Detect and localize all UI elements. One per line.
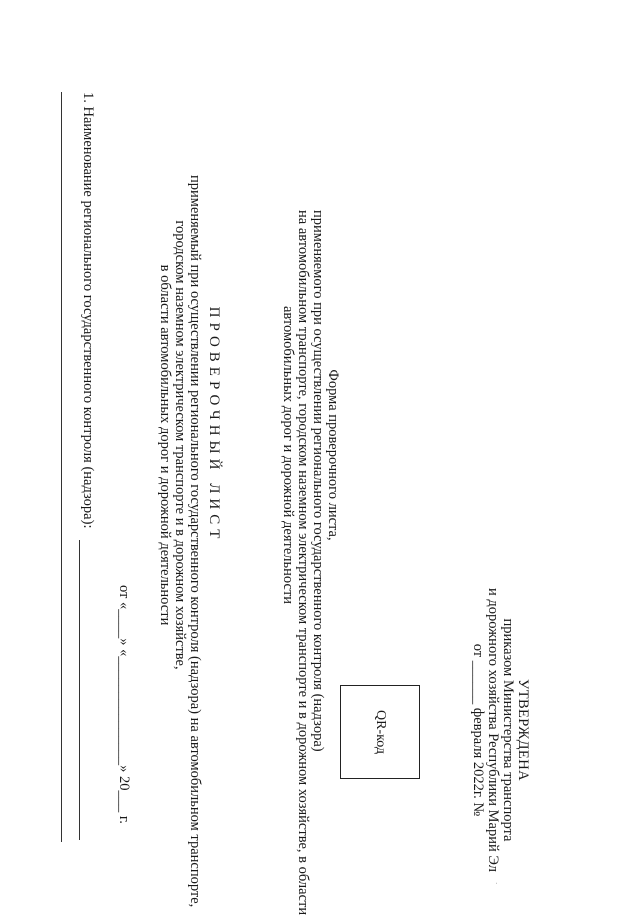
- checklist-date-field: от «____» «_______________» 20___ г.: [116, 585, 132, 824]
- approval-date-line: от ______ февраля 2022г. №: [470, 643, 486, 817]
- approval-line: приказом Министерства транспорта: [500, 618, 516, 842]
- checklist-subtitle-line: городском наземном электрическом транспорте и в дорожном хозяйстве,: [172, 220, 188, 670]
- checklist-subtitle: [157, 175, 203, 908]
- form-caption-line: на автомобильном транспорте, городском наземном электрическом транспорте и в дорожном хозяйстве, в области: [295, 210, 311, 915]
- qr-code-label: QR-код: [373, 710, 388, 754]
- item-1-fill-line-2: [61, 92, 62, 842]
- scan-speck: ·: [492, 882, 500, 885]
- checklist-title: ПРОВЕРОЧНЫЙ ЛИСТ: [206, 306, 222, 544]
- checklist-subtitle-line: в области автомобильных дорог и дорожной деятельности: [157, 264, 173, 626]
- approval-heading: УТВЕРЖДЕНА: [515, 679, 531, 781]
- approval-block: [470, 565, 530, 895]
- form-caption: [280, 210, 341, 915]
- approval-line: и дорожного хозяйства Республики Марий Эл: [485, 588, 501, 872]
- form-caption-line: применяемого при осуществлении регионального государственного контроля (надзора): [310, 210, 326, 752]
- checklist-subtitle-line: применяемый при осуществлении регионального государственного контроля (надзора) на автомобильном транспорте,: [187, 175, 203, 908]
- form-caption-line: Форма проверочного листа,: [325, 369, 341, 541]
- item-1-label: 1. Наименование регионального государственного контроля (надзора):: [80, 92, 96, 529]
- form-caption-line: автомобильных дорог и дорожной деятельности: [280, 305, 296, 605]
- qr-code-placeholder: [340, 685, 420, 779]
- item-1-fill-line: [79, 540, 80, 840]
